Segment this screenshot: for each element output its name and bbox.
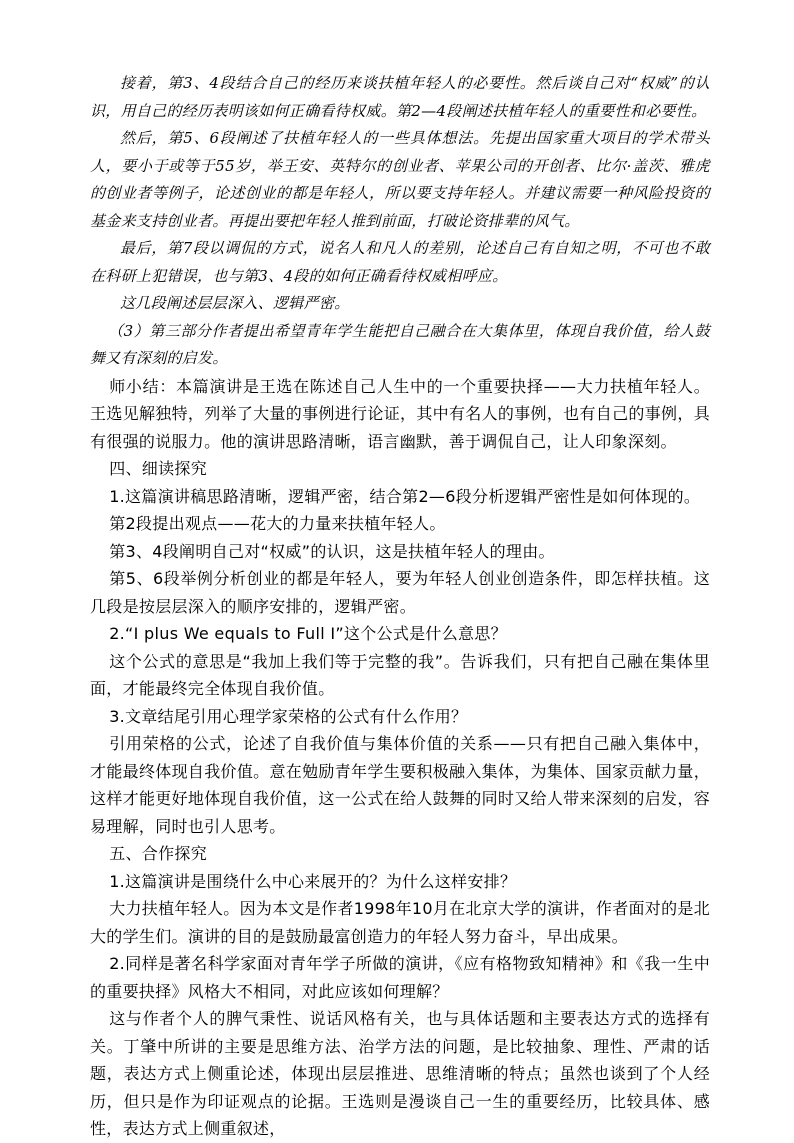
- answer-4: 大力扶植年轻人。因为本文是作者1998年10月在北京大学的演讲，作者面对的是北大的学生们。演讲的目的是鼓励最富创造力的年轻人努力奋斗，早出成果。: [90, 899, 710, 946]
- answer-5: 这与作者个人的脾气秉性、说话风格有关，也与具体话题和主要表达方式的选择有关。丁肇中所讲的主要是思维方法、治学方法的问题，是比较抽象、理性、严肃的话题，表达方式上侧重论述，体现出层层推进、思维清晰的特点；虽然也谈到了个人经历，但只是作为印证观点的论据。王选则是漫谈自己一生的重要经历，比较具体、感性，表达方式上侧重叙述，: [90, 1009, 710, 1138]
- paragraph-section7: 最后，第7段以调侃的方式，说名人和凡人的差别，论述自己有自知之明，不可也不敢在科研上犯错误，也与第3、4段的如何正确看待权威相呼应。: [90, 239, 710, 285]
- paragraph-section5-6: 然后，第5、6段阐述了扶植年轻人的一些具体想法。先提出国家重大项目的学术带头人，要小于或等于55岁，举王安、英特尔的创业者、苹果公司的开创者、比尔·盖茨、雅虎的创业者等例子，论述创业的都是年轻人，所以要支持年轻人。并建议需要一种风险投资的基金来支持创业者。再提出要把年轻人推到前面，打破论资排辈的风气。: [90, 129, 710, 230]
- paragraph-section2-summary: 接着，第3、4段结合自己的经历来谈扶植年轻人的必要性。然后谈自己对“权威”的认识，用自己的经历表明该如何正确看待权威。第2—4段阐述扶植年轻人的重要性和必要性。: [90, 74, 710, 120]
- answer-1a: 第2段提出观点——花大的力量来扶植年轻人。: [109, 514, 446, 533]
- heading-cooperative-inquiry: 五、合作探究: [109, 844, 207, 863]
- question-3: 3.文章结尾引用心理学家荣格的公式有什么作用？: [109, 706, 468, 726]
- answer-3: 引用荣格的公式，论述了自我价值与集体价值的关系——只有把自己融入集体中，才能最终体现自我价值。意在勉励青年学生要积极融入集体，为集体、国家贡献力量，这样才能更好地体现自我价值，这一公式在给人鼓舞的同时又给人带来深刻的启发，容易理解，同时也引人思考。: [90, 734, 710, 836]
- document-page: [90, 70, 710, 1143]
- question-4: 1.这篇演讲是围绕什么中心来展开的？为什么这样安排？: [109, 871, 517, 891]
- paragraph-teacher-summary: 师小结：本篇演讲是王选在陈述自己人生中的一个重要抉择——大力扶植年轻人。王选见解独特，列举了大量的事例进行论证，其中有名人的事例，也有自己的事例，具有很强的说服力。他的演讲思路清晰，语言幽默，善于调侃自己，让人印象深刻。: [90, 376, 710, 451]
- paragraph-part3: （3）第三部分作者提出希望青年学生能把自己融合在大集体里，体现自我价值，给人鼓舞又有深刻的启发。: [90, 321, 710, 367]
- paragraph-logic-note: 这几段阐述层层深入、逻辑严密。: [120, 294, 350, 312]
- answer-1c: 第5、6段举例分析创业的都是年轻人，要为年轻人创业创造条件，即怎样扶植。这几段是按层层深入的顺序安排的，逻辑严密。: [90, 569, 710, 616]
- question-2: 2.“I plus We equals to Full I”这个公式是什么意思？: [109, 624, 507, 643]
- question-1: 1.这篇演讲稿思路清晰，逻辑严密，结合第2—6段分析逻辑严密性是如何体现的。: [109, 486, 701, 506]
- heading-close-reading: 四、细读探究: [109, 459, 207, 478]
- answer-2: 这个公式的意思是“我加上我们等于完整的我”。告诉我们，只有把自己融在集体里面，才能最终完全体现自我价值。: [90, 651, 710, 698]
- answer-1b: 第3、4段阐明自己对“权威”的认识，这是扶植年轻人的理由。: [109, 541, 555, 561]
- question-5: 2.同样是著名科学家面对青年学子所做的演讲，《应有格物致知精神》和《我一生中的重要抉择》风格大不相同，对此应该如何理解？: [90, 954, 710, 1001]
